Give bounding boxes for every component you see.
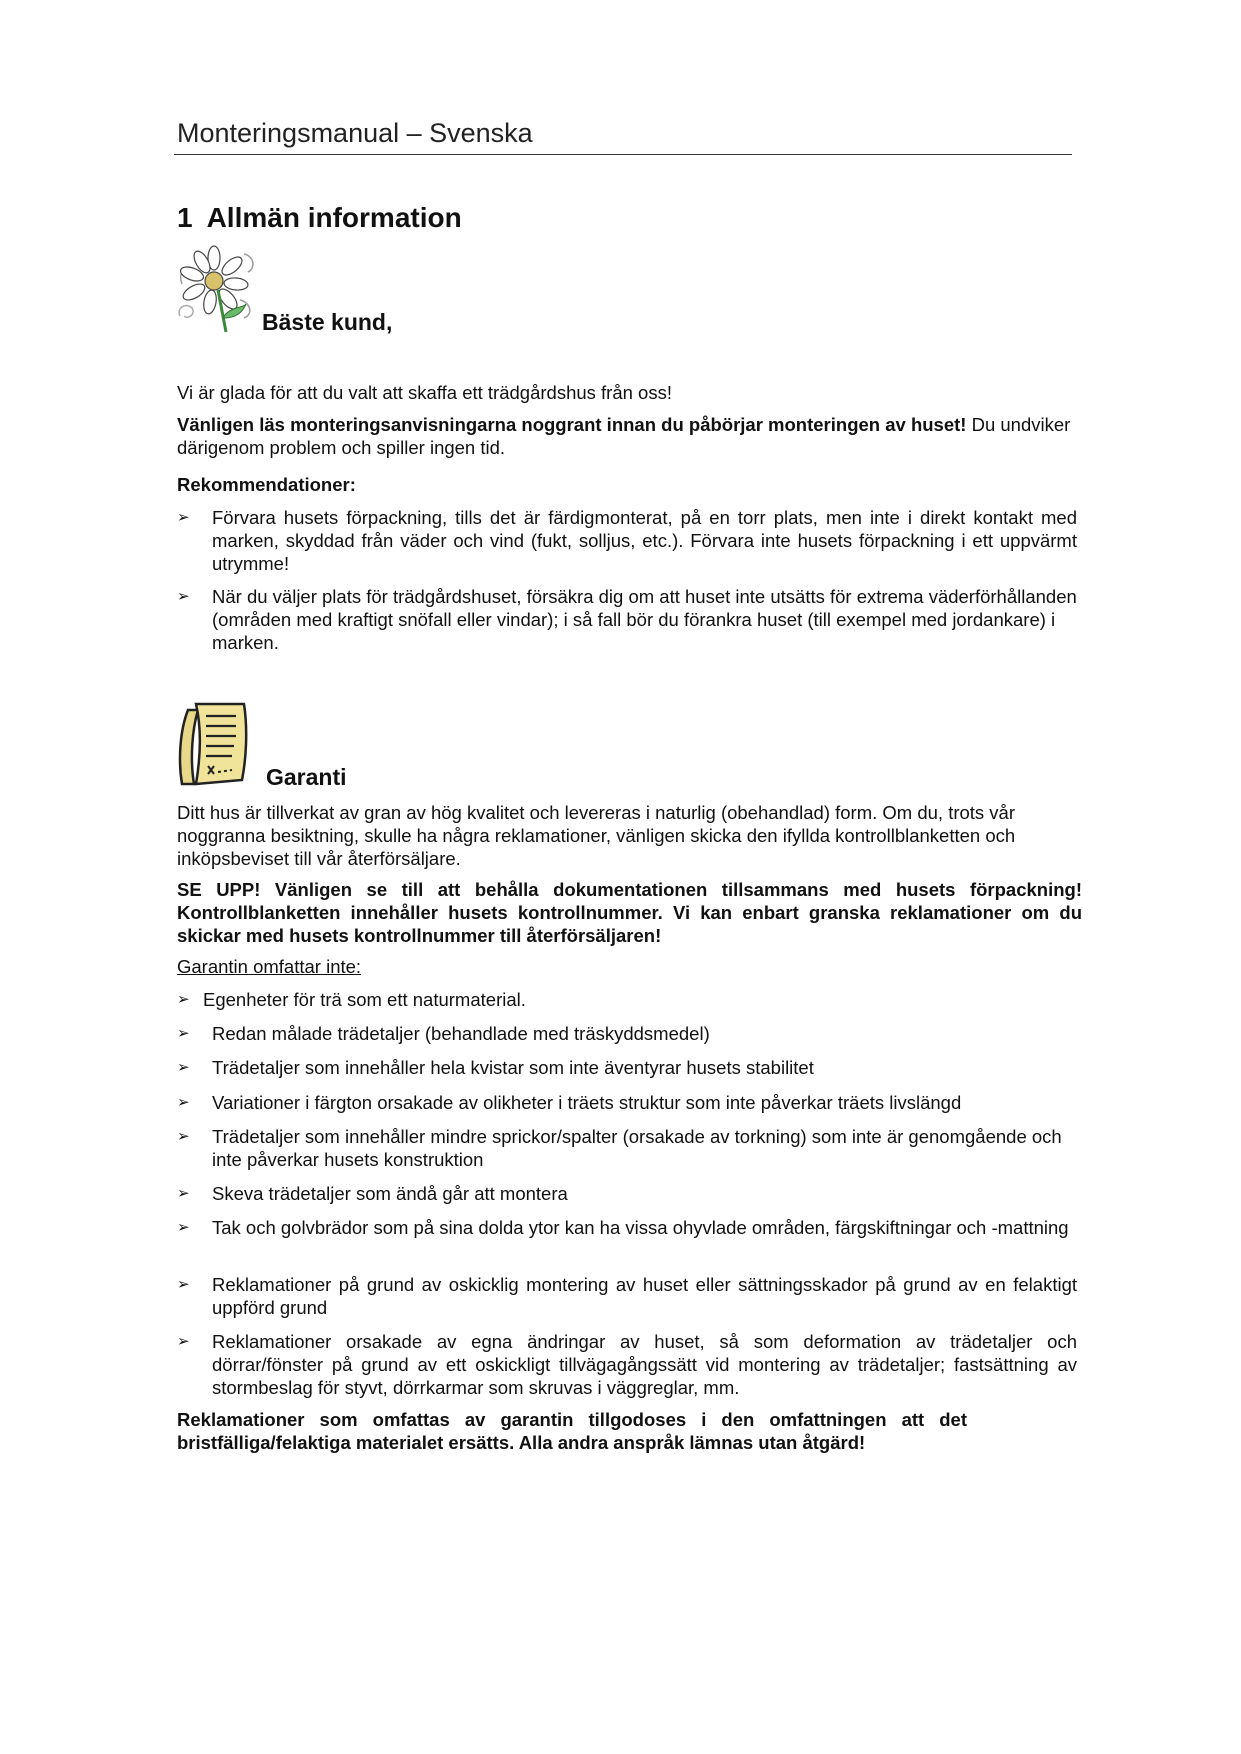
- arrowhead-bullet-icon: ➢: [177, 991, 190, 1008]
- warranty-closing: Reklamationer som omfattas av garantin tillgodoses i den omfattningen att det bristfälliga/felaktiga materialet ersätts. Alla andra anspråk lämnas utan åtgärd!: [177, 1409, 967, 1453]
- not-covered-text: Redan målade trädetaljer (behandlade med träskyddsmedel): [212, 1023, 710, 1044]
- not-covered-item: [177, 1182, 1077, 1205]
- recommendations-label: Rekommendationer:: [177, 474, 356, 495]
- not-covered-text: Trädetaljer som innehåller mindre sprickor/spalter (orsakade av torkning) som inte är genomgående och inte påverkar husets konstruktion: [212, 1126, 1062, 1170]
- not-covered-text: Reklamationer orsakade av egna ändringar av huset, så som deformation av trädetaljer och dörrar/fönster på grund av ett oskickligt tillvägagångssätt vid montering av trädetaljer; fastsättning av stormbeslag för styvt, dörrkarmar som skruvas i väggreglar, mm.: [212, 1331, 1077, 1398]
- intro-instruction-rest: Du undviker därigenom problem och spiller ingen tid.: [177, 414, 1071, 458]
- warranty-heading: Garanti: [266, 764, 347, 790]
- not-covered-label: Garantin omfattar inte:: [177, 956, 362, 977]
- recommendation-text: När du väljer plats för trädgårdshuset, försäkra dig om att huset inte utsätts för extrema väderförhållanden (områden med kraftigt snöfall eller vindar); i så fall bör du förankra huset (till exempel med jordankare) i marken.: [212, 586, 1077, 653]
- warranty-warning: SE UPP! Vänligen se till att behålla dokumentationen tillsammans med husets förpackning! Kontrollblanketten innehåller husets kontrollnummer. Vi kan enbart granska reklamationer om du skickar med husets kontrollnummer till återförsäljaren!: [177, 879, 1082, 946]
- arrowhead-bullet-icon: ➢: [177, 1333, 190, 1350]
- greeting-text: Bäste kund,: [262, 309, 393, 335]
- arrowhead-bullet-icon: ➢: [177, 1185, 190, 1202]
- not-covered-text: Reklamationer på grund av oskicklig montering av huset eller sättningsskador på grund av en felaktigt uppförd grund: [212, 1274, 1077, 1318]
- warranty-paragraph: Ditt hus är tillverkat av gran av hög kvalitet och levereras i naturlig (obehandlad) form. Om du, trots vår noggranna besiktning, skulle ha några reklamationer, vänligen skicka den ifyllda kontrollblanketten och inköpsbeviset till vår återförsäljare.: [177, 802, 1016, 869]
- intro-instruction: [177, 413, 1077, 459]
- header-divider: [174, 154, 1072, 155]
- not-covered-item: [177, 1056, 1077, 1079]
- not-covered-item: [177, 1330, 1077, 1399]
- recommendation-item: [177, 585, 1077, 654]
- arrowhead-bullet-icon: ➢: [177, 509, 190, 526]
- arrowhead-bullet-icon: ➢: [177, 1128, 190, 1145]
- not-covered-text: Egenheter för trä som ett naturmaterial.: [203, 989, 526, 1010]
- intro-line: Vi är glada för att du valt att skaffa ett trädgårdshus från oss!: [177, 382, 672, 403]
- recommendation-item: [177, 506, 1077, 575]
- not-covered-item: [177, 988, 1077, 1011]
- not-covered-item: [177, 1022, 1077, 1045]
- not-covered-item: [177, 1273, 1077, 1319]
- not-covered-item: [177, 1216, 1077, 1239]
- not-covered-item: [177, 1125, 1077, 1171]
- not-covered-text: Trädetaljer som innehåller hela kvistar som inte äventyrar husets stabilitet: [212, 1057, 814, 1078]
- arrowhead-bullet-icon: ➢: [177, 1219, 190, 1236]
- arrowhead-bullet-icon: ➢: [177, 1094, 190, 1111]
- arrowhead-bullet-icon: ➢: [177, 1025, 190, 1042]
- not-covered-text: Variationer i färgton orsakade av olikheter i träets struktur som inte påverkar träets livslängd: [212, 1092, 962, 1113]
- not-covered-item: [177, 1091, 1077, 1114]
- recommendation-text: Förvara husets förpackning, tills det är färdigmonterat, på en torr plats, men inte i direkt kontakt med marken, skyddad från väder och vind (fukt, solljus, etc.). Förvara inte husets förpackning i ett uppvärmt utrymme!: [212, 507, 1077, 574]
- intro-instruction-bold: Vänligen läs monteringsanvisningarna noggrant innan du påbörjar monteringen av huset!: [177, 414, 967, 435]
- arrowhead-bullet-icon: ➢: [177, 588, 190, 605]
- arrowhead-bullet-icon: ➢: [177, 1276, 190, 1293]
- not-covered-text: Skeva trädetaljer som ändå går att montera: [212, 1183, 568, 1204]
- section-number: 1: [177, 202, 193, 233]
- daisy-flower-icon: [174, 244, 260, 334]
- not-covered-text: Tak och golvbrädor som på sina dolda ytor kan ha vissa ohyvlade områden, färgskiftningar och -mattning: [212, 1217, 1069, 1238]
- page-header-title: Monteringsmanual – Svenska: [177, 118, 533, 148]
- document-scroll-icon: [174, 700, 260, 788]
- arrowhead-bullet-icon: ➢: [177, 1059, 190, 1076]
- section-heading: [177, 202, 462, 234]
- section-title: Allmän information: [206, 202, 462, 233]
